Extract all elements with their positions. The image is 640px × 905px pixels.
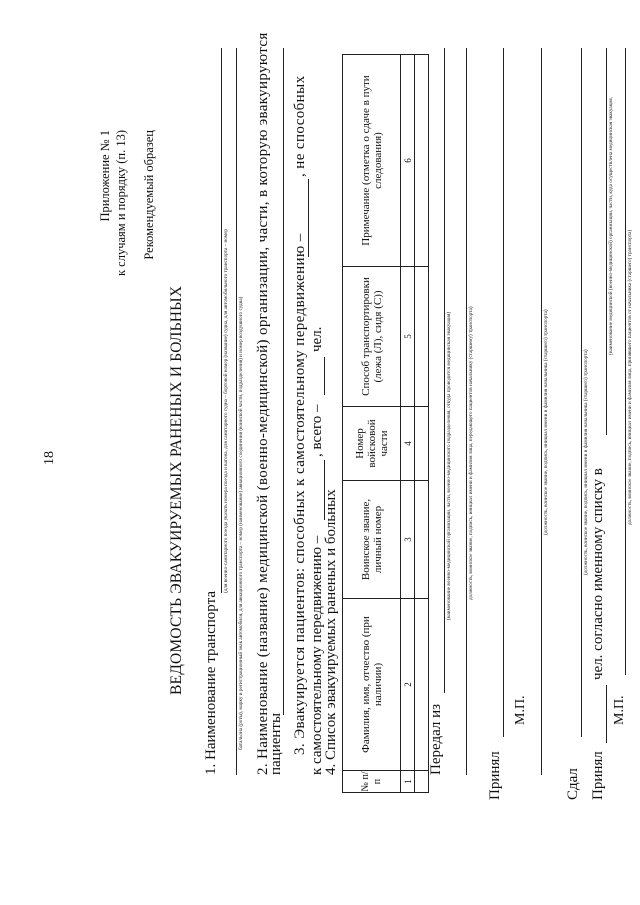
section-2-cont: пациенты xyxy=(268,712,284,775)
appendix-line-3: Рекомендуемый образец xyxy=(142,130,156,260)
section-4-label: 4. Список эвакуируемых раненых и больных xyxy=(323,489,339,775)
col-number-2: 2 xyxy=(401,599,415,771)
received-1-caption-2: (должность, воинское звание, подпись, инициал имени и фамилия начальника (старшего) транспорта) xyxy=(543,309,549,535)
col-header-note: Примечание (отметка о сдаче в пути следования) xyxy=(343,55,401,267)
received-2-caption: (наименование медицинской (военно-медицинской) организации, части, куда осуществлена медицинская эвакуация, xyxy=(608,97,614,355)
received-2-blank xyxy=(606,685,607,743)
section-1-line xyxy=(221,48,222,593)
table-header-row xyxy=(343,55,401,793)
received-2-caption-2: должность, воинское звание, подпись, инициал имени и фамилия лица, принявшего пациентов от начальника (старшего) транспорта) xyxy=(627,229,633,525)
received-2-label: Принял xyxy=(590,751,606,800)
section-1-caption-b: батальона (роты), марку и регистрационный знак автомобиля, для авиационного транспорта – номер (наименование) авиационного соединения (воинской части, подразделения) и номер воздушного судна) xyxy=(238,296,244,750)
received-1-line-2 xyxy=(541,48,542,775)
section-3-text-e: чел. xyxy=(309,326,325,352)
appendix-line-2: к случаям и порядку (п. 13) xyxy=(114,130,128,277)
page-number: 18 xyxy=(42,451,57,465)
received-2-line-2 xyxy=(625,48,626,675)
table-number-row xyxy=(401,55,415,793)
transfer-label: Передал из xyxy=(428,703,444,775)
col-header-number: № п/п xyxy=(343,771,401,793)
col-header-transport-method: Способ транспортировки (лежа (Л), сидя (С)) xyxy=(343,267,401,407)
table-row xyxy=(415,55,429,793)
received-1-stamp: М.П. xyxy=(513,695,528,725)
col-number-3: 3 xyxy=(401,481,415,599)
section-2-label: 2. Наименование (название) медицинской (военно-медицинской) организации, части, в которую эвакуируются xyxy=(255,32,271,775)
section-3-text-a: 3. Эвакуируется пациентов: способных к самостоятельному передвижению – xyxy=(292,233,308,755)
transfer-line-1 xyxy=(444,48,445,693)
section-3-blank-3 xyxy=(324,357,325,395)
handed-line xyxy=(581,48,582,737)
col-header-name: Фамилия, имя, отчество (при наличии) xyxy=(343,599,401,771)
section-2-line xyxy=(283,48,284,715)
evacuees-table xyxy=(342,54,429,793)
col-header-rank: Воинское звание, личный номер xyxy=(343,481,401,599)
received-2-line xyxy=(606,48,607,435)
handed-label: Сдал xyxy=(565,768,581,800)
section-3-blank-1 xyxy=(308,179,309,257)
section-1-line-2 xyxy=(236,48,237,775)
col-number-1: 1 xyxy=(401,771,415,793)
transfer-caption-2: должность, воинское звание, подпись, инициал имени и фамилия лица, передающего пациентов начальнику (старшему) транспорта) xyxy=(468,306,474,600)
col-number-5: 5 xyxy=(401,267,415,407)
col-header-unit: Номер войсковой части xyxy=(343,407,401,481)
received-2-stamp: М.П. xyxy=(612,695,627,725)
form-title: ВЕДОМОСТЬ ЭВАКУИРУЕМЫХ РАНЕНЫХ И БОЛЬНЫХ xyxy=(168,285,185,695)
section-1-caption-a: (для военно-санитарного поезда указать номера поезда и вагона, для санитарного судна – бортовой номер (название) судна, для автомобильного транспорта – номер xyxy=(223,229,229,593)
transfer-line-2 xyxy=(466,48,467,775)
section-3-text-c: к самостоятельному передвижению – xyxy=(309,535,325,775)
received-2-text: чел. согласно именному списку в xyxy=(590,468,606,680)
handed-caption: (должность, воинское звание, подпись, инициал имени и фамилия начальника (старшего) транспорта) xyxy=(583,349,589,575)
transfer-caption-1: (наименование военно-медицинской организации, части, военно-медицинского подразделения, откуда проводится медицинская эвакуация) xyxy=(446,311,452,620)
section-3-text-b: , не способных xyxy=(292,75,308,177)
received-1-label: Принял xyxy=(487,751,503,800)
col-number-6: 6 xyxy=(401,55,415,267)
appendix-line-1: Приложение № 1 xyxy=(98,130,112,222)
section-1-label: 1. Наименование транспорта xyxy=(203,590,219,775)
received-1-line xyxy=(503,48,504,737)
col-number-4: 4 xyxy=(401,407,415,481)
section-3-text-d: , всего – xyxy=(309,404,325,457)
